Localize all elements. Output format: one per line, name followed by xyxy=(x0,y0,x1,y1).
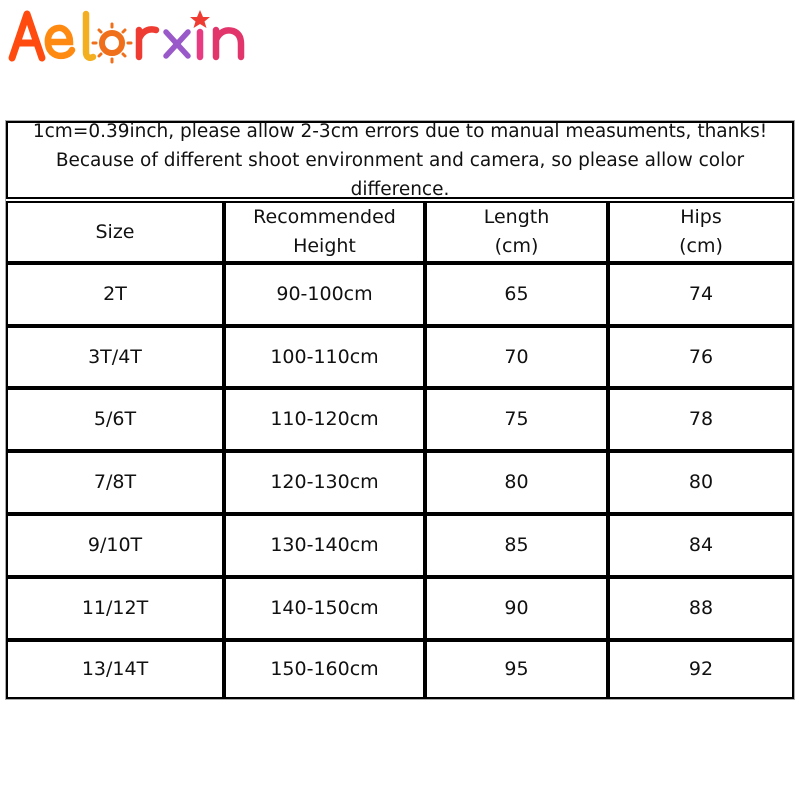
header-length-label xyxy=(484,203,550,261)
measurement-note xyxy=(6,121,794,199)
length-cell xyxy=(425,577,608,640)
height-cell xyxy=(224,263,425,326)
hips-cell-text: 84 xyxy=(688,534,714,556)
height-cell xyxy=(224,577,425,640)
logo-letter-a xyxy=(12,14,42,58)
hips-cell-text: 88 xyxy=(688,597,714,619)
length-cell xyxy=(425,640,608,699)
length-cell-text: 70 xyxy=(504,345,529,368)
header-recommended-height-line1: Recommended xyxy=(253,206,396,228)
height-cell-text: 150-160cm xyxy=(270,658,379,680)
height-cell-text: 120-130cm xyxy=(270,471,379,493)
logo-letter-n xyxy=(216,30,241,57)
length-cell xyxy=(425,451,608,514)
hips-cell-text: 92 xyxy=(688,658,714,680)
size-cell xyxy=(6,514,224,577)
star-icon xyxy=(190,10,210,28)
header-length-line1: Length xyxy=(483,206,550,228)
size-cell xyxy=(6,451,224,514)
size-cell-text: 5/6T xyxy=(93,408,137,430)
height-cell xyxy=(224,514,425,577)
hips-cell-text: 74 xyxy=(688,283,714,305)
header-length-line2: (cm) xyxy=(494,235,539,257)
logo-letter-r xyxy=(139,29,156,57)
size-cell-text: 13/14T xyxy=(81,658,149,680)
size-cell-text: 2T xyxy=(103,283,127,305)
logo-letter-e xyxy=(48,28,72,56)
header-recommended-height-label xyxy=(253,203,396,261)
brand-logo-graphic xyxy=(6,6,256,68)
height-cell xyxy=(224,640,425,699)
hips-cell xyxy=(608,640,794,699)
hips-cell xyxy=(608,388,794,451)
header-hips xyxy=(608,201,794,263)
hips-cell xyxy=(608,263,794,326)
brand-logo xyxy=(6,6,256,68)
length-cell xyxy=(425,514,608,577)
height-cell xyxy=(224,326,425,388)
length-cell-text: 75 xyxy=(504,408,529,430)
size-cell-text: 9/10T xyxy=(87,534,143,556)
size-chart-grid xyxy=(6,121,794,699)
measurement-note-text: 1cm=0.39inch, please allow 2-3cm errors due to manual measuments, thanks! Because of different shoot environment and camera, so please allow color difference. xyxy=(32,120,768,200)
size-cell-text: 11/12T xyxy=(81,597,149,619)
hips-cell xyxy=(608,451,794,514)
header-size-label xyxy=(95,218,134,247)
header-hips-line2: (cm) xyxy=(679,235,723,257)
size-chart-table xyxy=(6,121,794,699)
height-cell-text: 110-120cm xyxy=(270,408,379,430)
height-cell-text: 100-110cm xyxy=(270,345,379,368)
height-cell-text: 140-150cm xyxy=(270,597,379,619)
size-cell-text: 7/8T xyxy=(93,471,137,493)
hips-cell xyxy=(608,577,794,640)
logo-letter-l xyxy=(86,14,93,58)
size-cell-text: 3T/4T xyxy=(88,345,142,368)
header-recommended-height-line2: Height xyxy=(293,235,356,257)
header-size xyxy=(6,201,224,263)
hips-cell-text: 76 xyxy=(688,345,714,368)
length-cell-text: 80 xyxy=(504,471,529,493)
length-cell xyxy=(425,388,608,451)
hips-cell xyxy=(608,326,794,388)
length-cell-text: 65 xyxy=(504,283,529,305)
length-cell-text: 90 xyxy=(504,597,529,619)
height-cell xyxy=(224,388,425,451)
sun-icon xyxy=(93,24,131,62)
size-cell xyxy=(6,388,224,451)
size-cell xyxy=(6,326,224,388)
header-hips-label xyxy=(679,203,723,261)
height-cell-text: 130-140cm xyxy=(270,534,379,556)
length-cell-text: 95 xyxy=(504,658,529,680)
header-length xyxy=(425,201,608,263)
height-cell-text: 90-100cm xyxy=(276,283,373,305)
size-cell xyxy=(6,577,224,640)
length-cell xyxy=(425,263,608,326)
length-cell-text: 85 xyxy=(504,534,529,556)
header-recommended-height xyxy=(224,201,425,263)
hips-cell xyxy=(608,514,794,577)
hips-cell-text: 78 xyxy=(688,408,714,430)
height-cell xyxy=(224,451,425,514)
header-size-line1: Size xyxy=(95,220,135,243)
flower-icon xyxy=(166,32,188,56)
hips-cell-text: 80 xyxy=(688,471,714,493)
size-cell xyxy=(6,640,224,699)
header-hips-line1: Hips xyxy=(680,206,722,228)
length-cell xyxy=(425,326,608,388)
size-cell xyxy=(6,263,224,326)
